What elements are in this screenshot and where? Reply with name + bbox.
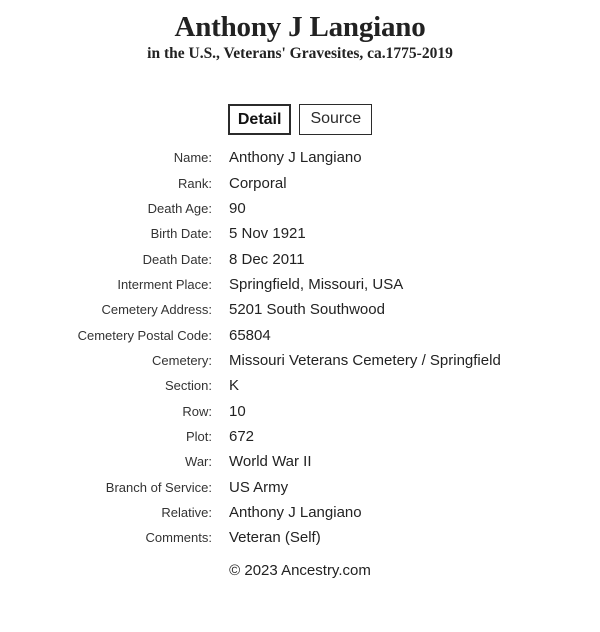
field-row-comments <box>0 525 600 550</box>
field-label: Branch of Service: <box>105 479 212 495</box>
field-label: Cemetery Postal Code: <box>77 327 212 343</box>
collection-subtitle: in the U.S., Veterans' Gravesites, ca.1775-2019 <box>147 45 453 62</box>
field-value: Veteran (Self) <box>229 529 321 547</box>
field-value: 8 Dec 2011 <box>229 250 305 268</box>
field-label: Cemetery: <box>152 352 212 368</box>
view-tabs <box>0 104 600 135</box>
field-value: 90 <box>229 199 246 217</box>
field-label: Cemetery Address: <box>101 302 212 318</box>
field-row-relative <box>0 500 600 525</box>
field-row-section <box>0 373 600 398</box>
field-value: Corporal <box>229 174 287 192</box>
field-value: 10 <box>229 402 246 420</box>
copyright-footer: © 2023 Ancestry.com <box>229 562 371 579</box>
field-row-birth-date <box>0 221 600 246</box>
record-details <box>0 145 600 551</box>
field-row-cemetery <box>0 348 600 373</box>
field-row-row <box>0 398 600 423</box>
field-label: Relative: <box>161 504 212 520</box>
field-value: Anthony J Langiano <box>229 149 362 167</box>
field-row-name <box>0 145 600 170</box>
field-value: US Army <box>229 478 289 496</box>
field-value: Missouri Veterans Cemetery / Springfield <box>229 351 501 369</box>
field-value: 672 <box>229 427 255 445</box>
field-value: Anthony J Langiano <box>229 503 362 521</box>
tab-source[interactable]: Source <box>299 104 372 135</box>
field-row-death-date <box>0 246 600 271</box>
field-row-cemetery-postal-code <box>0 322 600 347</box>
field-value: 5201 South Southwood <box>229 301 385 319</box>
field-value: 65804 <box>229 326 271 344</box>
field-label: Plot: <box>185 428 212 444</box>
field-row-cemetery-address <box>0 297 600 322</box>
field-label: Rank: <box>178 175 212 191</box>
field-value: World War II <box>229 453 312 471</box>
tab-detail[interactable]: Detail <box>228 104 292 135</box>
field-label: Interment Place: <box>117 276 212 292</box>
field-row-war <box>0 449 600 474</box>
page-title: Anthony J Langiano <box>174 11 426 43</box>
field-value: K <box>229 377 240 395</box>
field-row-interment-place <box>0 272 600 297</box>
field-row-death-age <box>0 196 600 221</box>
field-value: 5 Nov 1921 <box>229 225 306 243</box>
field-label: War: <box>185 454 212 470</box>
field-label: Death Age: <box>147 200 212 216</box>
field-label: Birth Date: <box>150 226 212 242</box>
field-row-branch-of-service <box>0 474 600 499</box>
record-header <box>0 10 600 63</box>
field-label: Section: <box>165 378 212 394</box>
field-label: Comments: <box>145 530 212 546</box>
field-row-rank <box>0 170 600 195</box>
field-row-plot <box>0 424 600 449</box>
field-label: Row: <box>182 403 212 419</box>
field-value: Springfield, Missouri, USA <box>229 275 404 293</box>
field-label: Death Date: <box>142 251 212 267</box>
field-label: Name: <box>173 150 212 166</box>
